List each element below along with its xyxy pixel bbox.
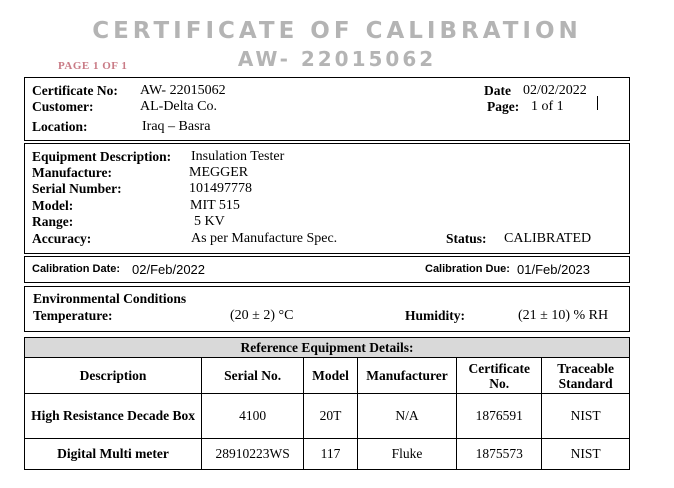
calibration-due-label: Calibration Due: bbox=[425, 263, 510, 275]
environment-box bbox=[24, 286, 630, 332]
range-value: 5 KV bbox=[194, 214, 225, 229]
location-label: Location: bbox=[32, 119, 88, 134]
calibration-date-label: Calibration Date: bbox=[32, 263, 121, 275]
serial-number-label: Serial Number: bbox=[32, 181, 122, 196]
table-header-row bbox=[25, 358, 630, 394]
reference-equipment-table bbox=[24, 337, 630, 470]
row-serial: 28910223WS bbox=[202, 439, 304, 470]
row-serial: 4100 bbox=[202, 394, 304, 439]
manufacture-label: Manufacture: bbox=[32, 165, 112, 180]
column-header-model: Model bbox=[304, 358, 358, 394]
equipment-description-value: Insulation Tester bbox=[191, 149, 285, 164]
certificate-title: CERTIFICATE OF CALIBRATION bbox=[92, 18, 582, 44]
column-header-manufacturer: Manufacturer bbox=[357, 358, 457, 394]
humidity-value: (21 ± 10) % RH bbox=[518, 308, 609, 323]
location-value: Iraq – Basra bbox=[142, 119, 211, 134]
equipment-box bbox=[24, 143, 630, 254]
column-header-certificate: Certificate No. bbox=[457, 358, 542, 394]
cert-no-value: AW- 22015062 bbox=[140, 83, 226, 98]
accuracy-value: As per Manufacture Spec. bbox=[191, 231, 338, 246]
row-model: 117 bbox=[304, 439, 358, 470]
table-row bbox=[25, 439, 630, 470]
page-mark: PAGE 1 OF 1 bbox=[58, 60, 128, 72]
date-label: Date bbox=[484, 83, 511, 98]
accuracy-label: Accuracy: bbox=[32, 231, 92, 246]
row-traceable: NIST bbox=[542, 439, 630, 470]
info-box bbox=[24, 77, 630, 141]
row-certificate: 1876591 bbox=[457, 394, 542, 439]
table-row bbox=[25, 394, 630, 439]
row-description: Digital Multi meter bbox=[25, 439, 202, 470]
calibration-date-value: 02/Feb/2022 bbox=[132, 262, 206, 277]
environment-heading: Environmental Conditions bbox=[33, 291, 187, 306]
humidity-label: Humidity: bbox=[405, 308, 466, 323]
equipment-description-label: Equipment Description: bbox=[32, 149, 172, 164]
temperature-label: Temperature: bbox=[33, 308, 113, 323]
row-model: 20T bbox=[304, 394, 358, 439]
row-certificate: 1875573 bbox=[457, 439, 542, 470]
temperature-value: (20 ± 2) °C bbox=[230, 308, 294, 323]
text-cursor bbox=[597, 96, 598, 110]
certificate-reference: AW- 22015062 bbox=[237, 47, 437, 71]
row-manufacturer: N/A bbox=[357, 394, 457, 439]
row-manufacturer: Fluke bbox=[357, 439, 457, 470]
status-label: Status: bbox=[446, 231, 487, 246]
row-traceable: NIST bbox=[542, 394, 630, 439]
page-label: Page: bbox=[487, 99, 520, 114]
column-header-serial: Serial No. bbox=[202, 358, 304, 394]
manufacture-value: MEGGER bbox=[189, 165, 249, 180]
calibration-due-value: 01/Feb/2023 bbox=[517, 262, 591, 277]
status-value: CALIBRATED bbox=[504, 231, 592, 246]
column-header-description: Description bbox=[25, 358, 202, 394]
model-value: MIT 515 bbox=[190, 198, 240, 213]
customer-label: Customer: bbox=[32, 99, 94, 114]
model-label: Model: bbox=[32, 198, 74, 213]
cert-no-label: Certificate No: bbox=[32, 83, 118, 98]
column-header-traceable: Traceable Standard bbox=[542, 358, 630, 394]
date-value: 02/02/2022 bbox=[523, 83, 587, 98]
page-value: 1 of 1 bbox=[531, 99, 564, 114]
calibration-dates-box bbox=[24, 256, 630, 283]
serial-number-value: 101497778 bbox=[189, 181, 252, 196]
range-label: Range: bbox=[32, 214, 74, 229]
customer-value: AL-Delta Co. bbox=[140, 99, 217, 114]
row-description: High Resistance Decade Box bbox=[25, 394, 202, 439]
reference-table-caption: Reference Equipment Details: bbox=[25, 338, 630, 358]
